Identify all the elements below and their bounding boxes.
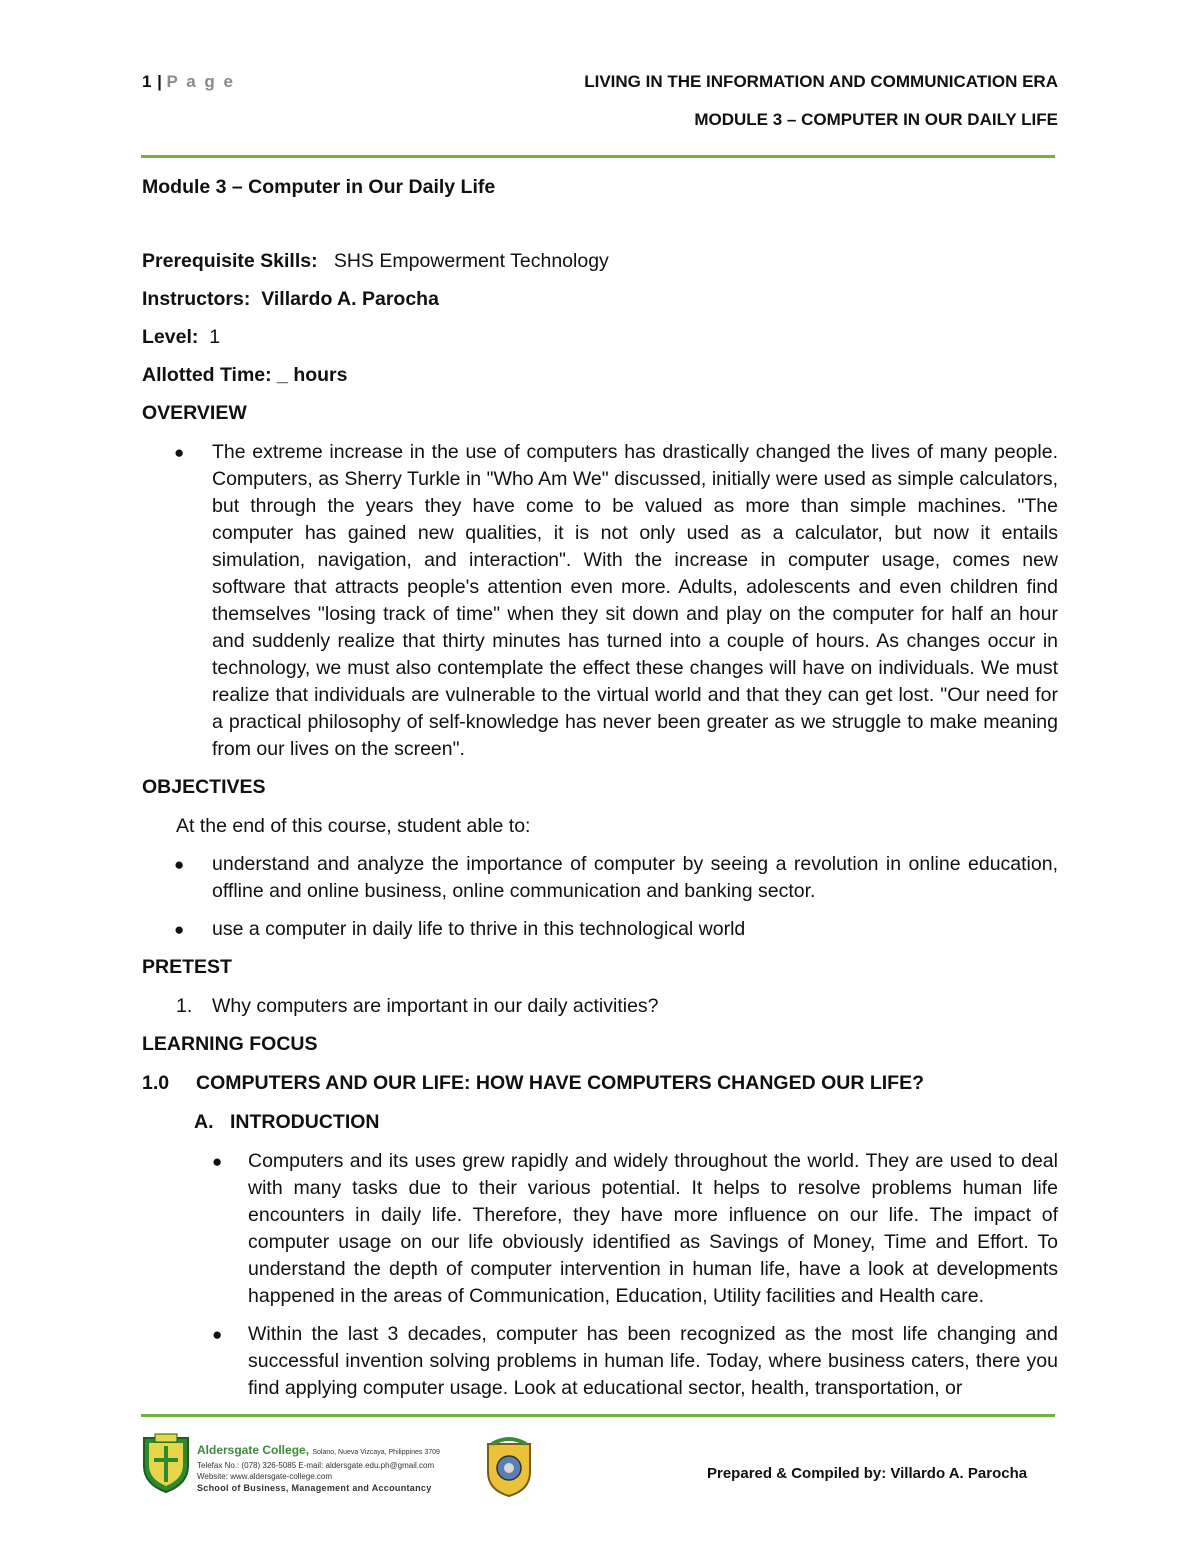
instructors-label: Instructors: [142,288,251,310]
overview-text: The extreme increase in the use of computers has drastically changed the lives of many people. Computers, as Sherry Turkle in "Who Am We" discussed, initially were used as simple calculators, but through the years they have come to be valued as more than simple machines. "The computer has gained new qualities, it is not only used as a calculator, but now it entails simulation, navigation, and interaction". With the increase in computer usage, comes new software that attracts people's attention even more. Adults, adolescents and even children find themselves "losing track of time" when they sit down and play on the computer for half an hour and suddenly realize that thirty minutes has turned into a couple of hours. As changes occur in technology, we must also contemplate the effect these changes will have on individuals. We must realize that individuals are vulnerable to the virtual world and that they can get lost. "Our need for a practical philosophy of self-knowledge has never been greater as we struggle to make meaning from our lives on the screen". [212,441,1058,760]
school-name: School of Business, Management and Accountancy [197,1483,432,1493]
objectives-intro: At the end of this course, student able to: [176,815,531,837]
footer-rule [141,1414,1055,1417]
intro-text: Within the last 3 decades, computer has been recognized as the most life changing and successful invention solving problems in human life. Today, where business caters, there you find applying computer usage. Look at educational sector, health, transportation, or [248,1323,1058,1399]
intro-item [142,1321,1058,1402]
time-label: Allotted Time: _ hours [142,364,348,386]
prepared-by: Prepared & Compiled by: Villardo A. Parocha [707,1465,1028,1482]
subsection-heading [142,1109,1058,1136]
subsection-title: INTRODUCTION [230,1111,380,1133]
level-field [142,324,1058,351]
instructors-field [142,286,1058,313]
document-title: Module 3 – Computer in Our Daily Life [142,176,496,198]
learning-focus-heading: LEARNING FOCUS [142,1033,318,1055]
objective-item [142,851,1058,905]
prereq-value: SHS Empowerment Technology [333,250,609,272]
intro-item [142,1148,1058,1310]
pretest-heading: PRETEST [142,956,232,978]
prereq-label: Prerequisite Skills: [142,250,318,272]
level-label: Level: [142,326,199,348]
page-number-value: 1 | [142,72,163,91]
overview-item [142,439,1058,763]
page-label: P a g e [166,72,235,91]
header-title: LIVING IN THE INFORMATION AND COMMUNICATION ERA [584,72,1058,91]
document-body [142,174,1058,1413]
section-number: 1.0 [142,1072,170,1094]
subsection-letter: A. [194,1111,214,1133]
bullet-icon: ● [174,443,185,462]
objective-text: use a computer in daily life to thrive in this technological world [212,918,746,940]
bullet-icon: ● [212,1325,223,1344]
prereq-field [142,248,1058,275]
overview-heading: OVERVIEW [142,402,247,424]
header-subtitle: MODULE 3 – COMPUTER IN OUR DAILY LIFE [694,110,1058,129]
bullet-icon: ● [174,855,185,874]
header-rule [141,155,1055,158]
college-telefax: Telefax No.: (078) 326-5085 E-mail: aldersgate.edu.ph@gmail.com [197,1461,435,1470]
pretest-question [142,993,1058,1020]
bullet-icon: ● [212,1152,223,1171]
time-field [142,362,1058,389]
objectives-heading: OBJECTIVES [142,776,266,798]
school-seal-icon [482,1436,536,1498]
college-name: Aldersgate College, [197,1443,310,1457]
footer-college-info [197,1443,477,1495]
college-name-line [197,1443,477,1460]
intro-text: Computers and its uses grew rapidly and widely throughout the world. They are used to deal with many tasks due to their various potential. It helps to resolve problems human life encounters in daily life. Therefore, they have more influence on our life. The impact of computer usage on our life obviously identified as Savings of Money, Time and Effort. To understand the depth of computer intervention in human life, have a look at developments happened in the areas of Communication, Education, Utility facilities and Health care. [248,1150,1058,1307]
section-title: COMPUTERS AND OUR LIFE: HOW HAVE COMPUTERS CHANGED OUR LIFE? [196,1072,924,1094]
college-website: Website: www.aldersgate-college.com [197,1472,333,1481]
college-address: Solano, Nueva Vizcaya, Philippines 3709 [312,1449,440,1456]
bullet-icon: ● [174,920,185,939]
instructors-value: Villardo A. Parocha [261,288,439,310]
objective-item [142,916,1058,943]
college-logo-icon [140,1432,192,1494]
level-value: 1 [209,326,221,348]
objective-text: understand and analyze the importance of computer by seeing a revolution in online education, offline and online business, online communication and banking sector. [212,853,1058,902]
page-number [142,72,235,92]
question-text: Why computers are important in our daily activities? [212,995,659,1017]
section-heading [142,1070,1058,1097]
question-number: 1. [176,995,193,1017]
